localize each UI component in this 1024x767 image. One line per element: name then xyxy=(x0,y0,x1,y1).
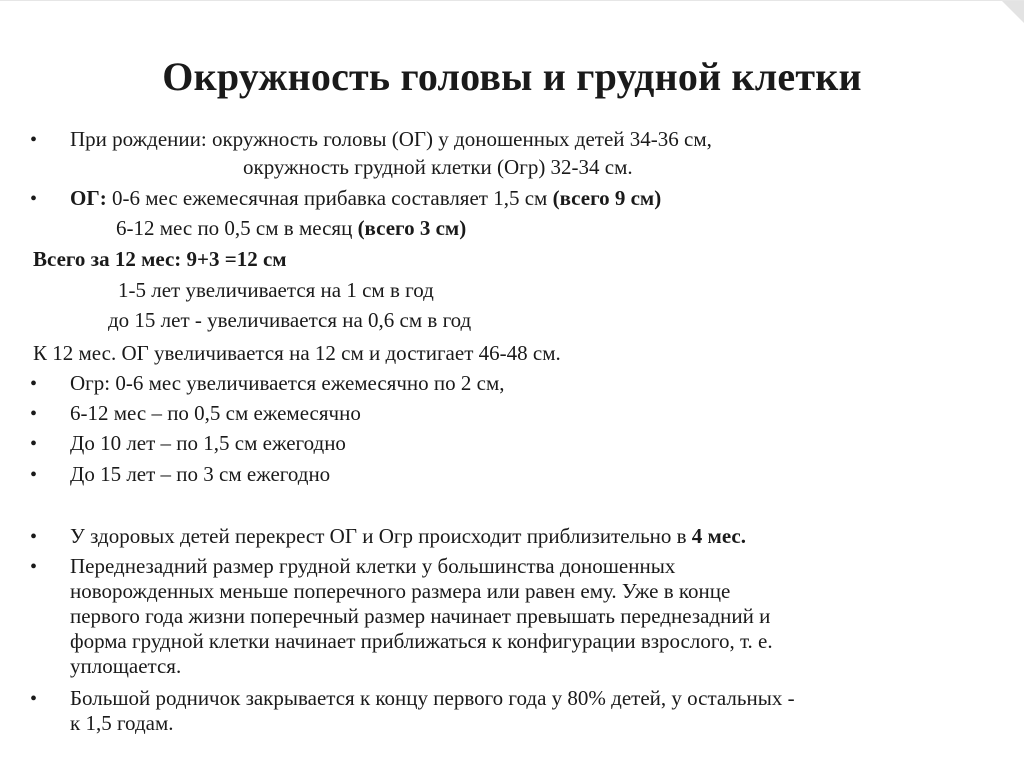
bullet-icon: • xyxy=(30,403,38,425)
slide-title: Окружность головы и грудной клетки xyxy=(162,54,862,99)
page-curl-corner xyxy=(1002,1,1024,23)
bullet-icon: • xyxy=(30,526,38,548)
pz-line-1: Переднезадний размер грудной клетки у большинства доношенных xyxy=(70,554,676,578)
bullet-icon: • xyxy=(30,188,38,210)
ogr-line-3: До 10 лет – по 1,5 см ежегодно xyxy=(70,431,346,455)
ogr-line-2: 6-12 мес – по 0,5 см ежемесячно xyxy=(70,401,361,425)
bullet-icon: • xyxy=(30,556,38,578)
cross-line xyxy=(70,523,746,549)
bullet-icon: • xyxy=(30,688,38,710)
pz-line-3: первого года жизни поперечный размер начинает превышать переднезадний и xyxy=(70,604,771,628)
rod-line-2: к 1,5 годам. xyxy=(70,711,174,735)
bullet-icon: • xyxy=(30,129,38,151)
og-line-2 xyxy=(116,215,466,241)
bullet-icon: • xyxy=(30,464,38,486)
og-line xyxy=(70,185,661,211)
to5-line: 1-5 лет увеличивается на 1 см в год xyxy=(118,278,434,302)
bullet-icon: • xyxy=(30,433,38,455)
cross-text: У здоровых детей перекрест ОГ и Огр происходит приблизительно в xyxy=(70,524,692,548)
og2-text: 6-12 мес по 0,5 см в месяц xyxy=(116,216,358,240)
to15-line: до 15 лет - увеличивается на 0,6 см в год xyxy=(108,308,472,332)
og-total: (всего 9 см) xyxy=(552,186,662,210)
cross-bold: 4 мес. xyxy=(691,524,746,548)
pz-line-2: новорожденных меньше поперечного размера или равен ему. Уже в конце xyxy=(70,579,731,603)
og-text: 0-6 мес ежемесячная прибавка составляет 1,5 см xyxy=(106,186,553,210)
bullet-icon: • xyxy=(30,373,38,395)
og-label: ОГ: xyxy=(70,186,107,210)
year-total-line: Всего за 12 мес: 9+3 =12 см xyxy=(33,247,287,271)
ogr-line-4: До 15 лет – по 3 см ежегодно xyxy=(70,462,331,486)
og2-total: (всего 3 см) xyxy=(357,216,467,240)
birth-line-2: окружность грудной клетки (Огр) 32-34 см. xyxy=(243,155,633,179)
ogr-line-1: Огр: 0-6 мес увеличивается ежемесячно по 2 см, xyxy=(70,371,505,395)
k12-line: К 12 мес. ОГ увеличивается на 12 см и достигает 46-48 см. xyxy=(33,341,561,365)
pz-line-4: форма грудной клетки начинает приближаться к конфигурации взрослого, т. е. xyxy=(70,629,773,653)
pz-line-5: уплощается. xyxy=(70,654,182,678)
rod-line-1: Большой родничок закрывается к концу первого года у 80% детей, у остальных - xyxy=(70,686,795,710)
birth-line-1: При рождении: окружность головы (ОГ) у доношенных детей 34-36 см, xyxy=(70,127,712,151)
